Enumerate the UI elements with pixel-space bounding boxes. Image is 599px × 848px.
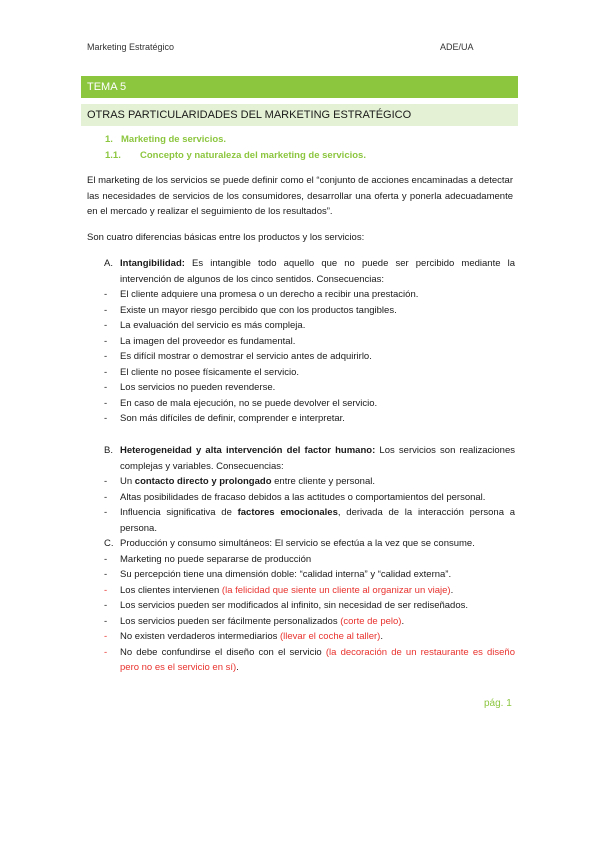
list-item: - Un contacto directo y prolongado entre cliente y personal. xyxy=(104,476,376,487)
header-right: ADE/UA xyxy=(440,42,474,52)
section-title: Concepto y naturaleza del marketing de servicios. xyxy=(140,150,366,161)
list-item: - Influencia significativa de factores emocionales, derivada de la interacción persona a persona. xyxy=(104,507,516,534)
block-a-list xyxy=(87,256,515,427)
list-item: - La imagen del proveedor es fundamental. xyxy=(104,335,296,347)
list-item: - No debe confundirse el diseño con el servicio (la decoración de un restaurante es diseño pero no es el servicio en sí). xyxy=(104,646,516,673)
lead-paragraph: Son cuatro diferencias básicas entre los productos y los servicios: xyxy=(87,232,365,243)
list-item: - No existen verdaderos intermediarios (llevar el coche al taller). xyxy=(104,631,383,642)
list-item: - Es difícil mostrar o demostrar el servicio antes de adquirirlo. xyxy=(104,351,372,362)
list-item: - La evaluación del servicio es más compleja. xyxy=(104,320,306,331)
list-item: - El cliente adquiere una promesa o un derecho a recibir una prestación. xyxy=(104,289,419,300)
block-b-list xyxy=(87,443,515,676)
list-item: - Los servicios no pueden revenderse. xyxy=(104,382,276,393)
block-b-heading xyxy=(87,443,515,474)
list-marker: B. xyxy=(104,445,113,456)
header-left: Marketing Estratégico xyxy=(87,42,175,52)
block-c-heading xyxy=(87,536,515,552)
list-item: - Son más difíciles de definir, comprender e interpretar. xyxy=(104,413,345,424)
list-item: - Existe un mayor riesgo percibido que con los productos tangibles. xyxy=(104,304,397,316)
chapter-subtitle: OTRAS PARTICULARIDADES DEL MARKETING ESTRATÉGICO xyxy=(81,104,518,126)
section-title: Marketing de servicios. xyxy=(121,134,227,145)
list-item: - Los clientes intervienen (la felicidad que siente un cliente al organizar un viaje). xyxy=(104,584,454,596)
list-item: - Los servicios pueden ser modificados al infinito, sin necesidad de ser rediseñados. xyxy=(104,600,469,611)
block-a-heading xyxy=(87,256,515,287)
section-number: 1. xyxy=(105,134,113,145)
page-number: pág. 1 xyxy=(484,698,512,709)
term-description: Es intangible todo aquello que no puede ser percibido mediante la intervención de algunos de los cinco sentidos. Consecuencias: xyxy=(120,258,515,285)
intro-paragraph: El marketing de los servicios se puede definir como el “conjunto de acciones encaminadas a detectar las necesidades de servicios de los consumidores, desarrollar una oferta y ponerla adecuadamente en el mercado y realizar el seguimiento de los resultados”. xyxy=(87,175,513,217)
section-number: 1.1. xyxy=(105,150,121,161)
term-description: Los servicios son realizaciones complejas y variables. Consecuencias: xyxy=(120,445,516,472)
list-marker: C. xyxy=(104,538,114,549)
list-item: - El cliente no posee físicamente el servicio. xyxy=(104,366,300,378)
list-item: - En caso de mala ejecución, no se puede devolver el servicio. xyxy=(104,397,378,409)
list-marker: A. xyxy=(104,258,113,269)
section-heading-1 xyxy=(105,134,226,145)
section-heading-1-1 xyxy=(105,150,366,161)
list-item: - Altas posibilidades de fracaso debidos a las actitudes o comportamientos del personal. xyxy=(104,491,486,503)
list-item: - Marketing no puede separarse de producción xyxy=(104,553,312,565)
tema-heading: TEMA 5 xyxy=(81,76,518,98)
list-item: - Su percepción tiene una dimensión doble: “calidad interna” y “calidad externa”. xyxy=(104,569,452,580)
term: Heterogeneidad y alta intervención del factor humano: xyxy=(120,445,376,456)
list-item: - Los servicios pueden ser fácilmente personalizados (corte de pelo). xyxy=(104,615,405,627)
term: Intangibilidad: xyxy=(120,258,185,269)
term-description: Producción y consumo simultáneos: El servicio se efectúa a la vez que se consume. xyxy=(120,538,475,549)
